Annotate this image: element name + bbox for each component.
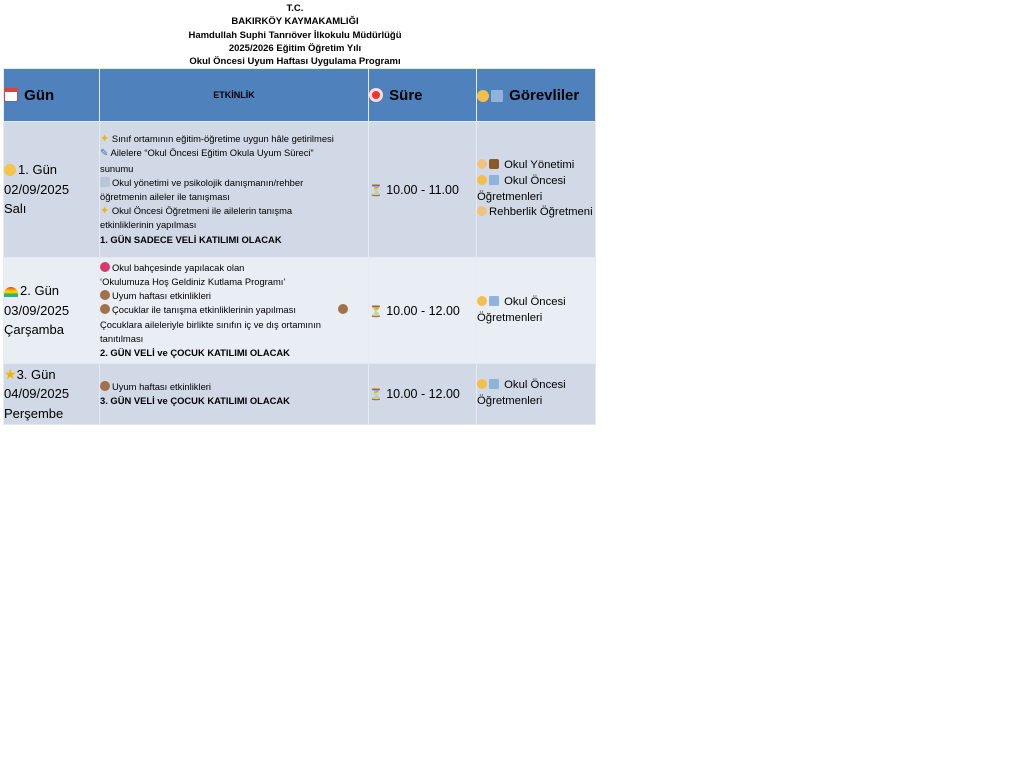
school-icon xyxy=(489,379,499,389)
table-row xyxy=(4,258,596,364)
table-row xyxy=(4,364,596,425)
person-icon xyxy=(477,159,487,169)
activity-cell xyxy=(100,122,369,258)
title-line-kaymakamlik: BAKIRKÖY KAYMAKAMLIĞI xyxy=(231,16,359,28)
calendar-icon xyxy=(4,88,18,102)
activity-item: Uyum haftası etkinlikleri xyxy=(112,380,211,392)
activity-item: ‘Okulumuza Hoş Geldiniz Kutlama Programı’ xyxy=(100,275,286,287)
staff-item: Okul Öncesi Öğretmenleri xyxy=(477,174,566,203)
day-cell xyxy=(4,364,100,425)
monkey-icon xyxy=(100,304,110,314)
activity-cell xyxy=(100,258,369,364)
hourglass-icon: ⏳ xyxy=(369,305,383,318)
time-value: 10.00 - 11.00 xyxy=(386,182,459,197)
staff-cell xyxy=(477,258,596,364)
activity-item: Ailelere “Okul Öncesi Eğitim Okula Uyum Süreci” sunumu xyxy=(100,147,314,174)
staff-cell xyxy=(477,364,596,425)
header-sure-label: Süre xyxy=(389,86,423,104)
header-etkinlik xyxy=(100,69,369,122)
teacher-icon xyxy=(477,175,487,185)
staff-cell xyxy=(477,122,596,258)
title-line-tc: T.C. xyxy=(286,3,304,14)
day-weekday: Perşembe xyxy=(4,405,64,421)
time-cell xyxy=(369,364,477,425)
staff-item: Okul Öncesi Öğretmenleri xyxy=(477,379,566,407)
activity-item: Çocuklara aileleriyle birlikte sınıfın iç ve dış ortamının tanıtılması xyxy=(100,318,321,344)
schedule-table xyxy=(3,68,596,425)
time-cell xyxy=(369,122,477,258)
briefcase-icon xyxy=(489,159,499,169)
sparkle-icon: ✦ xyxy=(100,133,110,146)
hourglass-icon: ⏳ xyxy=(369,184,383,197)
header-row xyxy=(4,69,596,122)
monkey-icon xyxy=(338,304,348,314)
activity-note: 2. GÜN VELİ ve ÇOCUK KATILIMI OLACAK xyxy=(100,347,290,358)
person-icon xyxy=(477,206,487,216)
smile-icon xyxy=(4,164,16,176)
activity-item: Okul yönetimi ve psikolojik danışmanın/rehber öğretmenin aileler ile tanışması xyxy=(100,176,304,202)
day-date: 02/09/2025 xyxy=(4,181,70,197)
sparkle-icon: ✦ xyxy=(100,205,110,218)
header-gun xyxy=(4,69,100,122)
day-weekday: Çarşamba xyxy=(4,322,64,338)
teacher-icon xyxy=(477,90,489,102)
teacher-icon xyxy=(477,379,487,389)
header-gorevliler xyxy=(477,69,596,122)
staff-item: Okul Öncesi Öğretmenleri xyxy=(477,295,566,324)
table-row xyxy=(4,122,596,258)
title-line-program: Okul Öncesi Uyum Haftası Uygulama Programı xyxy=(189,56,401,68)
activity-item: Okul Öncesi Öğretmeni ile ailelerin tanışma etkinliklerinin yapılması xyxy=(100,205,293,231)
activity-note: 3. GÜN VELİ ve ÇOCUK KATILIMI OLACAK xyxy=(100,395,290,406)
activity-item: Sınıf ortamının eğitim-öğretime uygun hâle getirilmesi xyxy=(111,133,334,145)
header-etkinlik-label: ETKİNLİK xyxy=(213,90,255,100)
alarm-clock-icon xyxy=(369,88,383,102)
time-value: 10.00 - 12.00 xyxy=(386,303,460,318)
time-value: 10.00 - 12.00 xyxy=(386,387,460,401)
teacher-icon xyxy=(477,296,487,306)
flower-icon xyxy=(100,262,110,272)
rainbow-icon xyxy=(4,287,18,297)
activity-item: Okul bahçesinde yapılacak olan xyxy=(112,261,245,273)
school-icon xyxy=(491,90,503,102)
activity-item: Uyum haftası etkinlikleri xyxy=(112,290,211,302)
school-icon xyxy=(489,175,499,185)
day-cell xyxy=(4,122,100,258)
title-line-school: Hamdullah Suphi Tanrıöver İlkokulu Müdürlüğü xyxy=(188,29,402,41)
time-cell xyxy=(369,258,477,364)
day-label: 3. Gün xyxy=(16,366,56,382)
day-date: 04/09/2025 xyxy=(4,386,70,402)
pen-icon: ✎ xyxy=(100,148,109,160)
day-date: 03/09/2025 xyxy=(4,302,70,318)
title-block xyxy=(0,2,590,68)
day-cell xyxy=(4,258,100,364)
activity-item: Çocuklar ile tanışma etkinliklerinin yapılması xyxy=(112,304,296,316)
staff-item: Rehberlik Öğretmeni xyxy=(489,206,593,219)
monkey-icon xyxy=(100,381,110,391)
header-sure xyxy=(369,69,477,122)
teacher-icon xyxy=(100,177,110,187)
day-label: 1. Gün xyxy=(18,162,58,178)
day-weekday: Salı xyxy=(4,201,27,217)
monkey-icon xyxy=(100,290,110,300)
school-icon xyxy=(489,296,499,306)
activity-note: 1. GÜN SADECE VELİ KATILIMI OLACAK xyxy=(100,233,282,245)
header-gorevliler-label: Görevliler xyxy=(509,86,580,104)
activity-cell xyxy=(100,364,369,425)
hourglass-icon: ⏳ xyxy=(369,389,383,401)
staff-item: Okul Yönetimi xyxy=(504,159,575,172)
title-line-year: 2025/2026 Eğitim Öğretim Yılı xyxy=(228,42,362,54)
star-icon: ★ xyxy=(4,365,17,382)
header-gun-label: Gün xyxy=(24,86,55,104)
day-label: 2. Gün xyxy=(20,283,60,299)
